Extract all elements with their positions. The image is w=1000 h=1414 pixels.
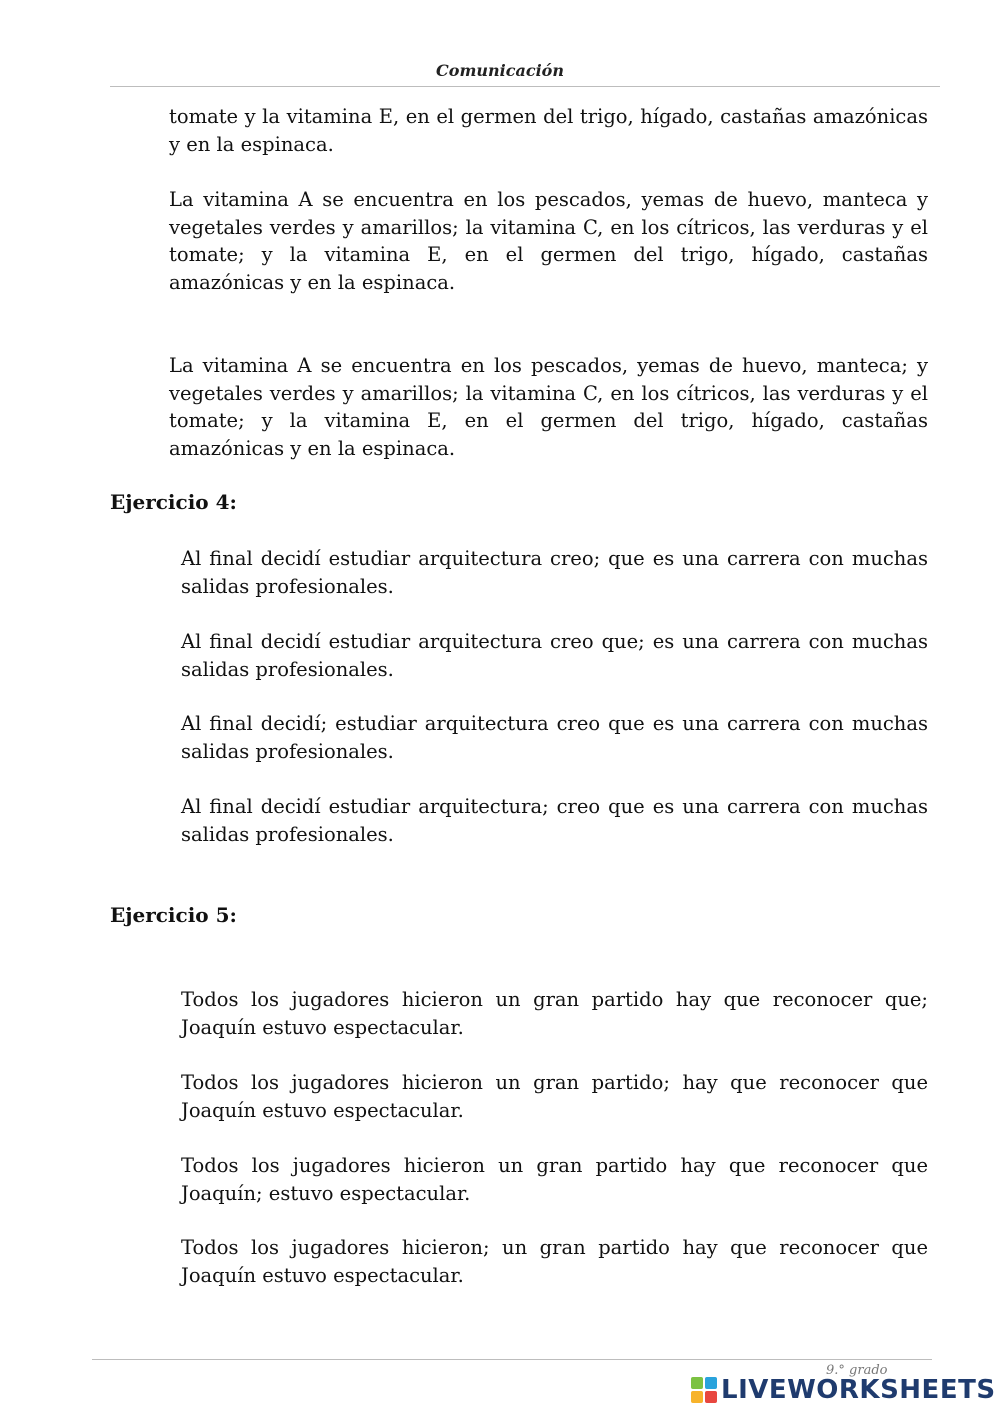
page-header-title: Comunicación <box>436 61 564 80</box>
exercise-5-heading: Ejercicio 5: <box>110 903 237 927</box>
exercise-4-option-1[interactable]: Al final decidí estudiar arquitectura creo; que es una carrera con muchas salidas profesionales. <box>181 547 928 598</box>
footer-grade-label: 9.° grado <box>826 1363 888 1378</box>
exercise-5-option-1[interactable]: Todos los jugadores hicieron un gran partido hay que reconocer que; Joaquín estuvo espectacular. <box>181 988 928 1039</box>
exercise-4-heading: Ejercicio 4: <box>110 490 237 514</box>
exercise-5-option-2[interactable]: Todos los jugadores hicieron un gran partido; hay que reconocer que Joaquín estuvo espectacular. <box>181 1071 928 1122</box>
liveworksheets-wordmark: LIVEWORKSHEETS <box>721 1375 996 1405</box>
intro-paragraph-2: La vitamina A se encuentra en los pescados, yemas de huevo, manteca y vegetales verdes y amarillos; la vitamina C, en los cítricos, las verduras y el tomate; y la vitamina E, en el germen del trigo, hígado, castañas amazónicas y en la espinaca. <box>169 188 928 294</box>
exercise-4-option-3[interactable]: Al final decidí; estudiar arquitectura creo que es una carrera con muchas salidas profesionales. <box>181 712 928 763</box>
exercise-5-option-4[interactable]: Todos los jugadores hicieron; un gran partido hay que reconocer que Joaquín estuvo espectacular. <box>181 1236 928 1287</box>
liveworksheets-logo-icon <box>691 1377 717 1403</box>
intro-paragraph-3: La vitamina A se encuentra en los pescados, yemas de huevo, manteca; y vegetales verdes y amarillos; la vitamina C, en los cítricos, las verduras y el tomate; y la vitamina E, en el germen del trigo, hígado, castañas amazónicas y en la espinaca. <box>169 354 928 460</box>
liveworksheets-brand <box>691 1374 996 1406</box>
header-divider <box>110 86 940 87</box>
exercise-5-option-3[interactable]: Todos los jugadores hicieron un gran partido hay que reconocer que Joaquín; estuvo espectacular. <box>181 1154 928 1205</box>
footer-divider <box>92 1359 932 1360</box>
intro-paragraph-1: tomate y la vitamina E, en el germen del trigo, hígado, castañas amazónicas y en la espinaca. <box>169 105 928 156</box>
exercise-4-option-4[interactable]: Al final decidí estudiar arquitectura; creo que es una carrera con muchas salidas profesionales. <box>181 795 928 846</box>
exercise-4-option-2[interactable]: Al final decidí estudiar arquitectura creo que; es una carrera con muchas salidas profesionales. <box>181 630 928 681</box>
